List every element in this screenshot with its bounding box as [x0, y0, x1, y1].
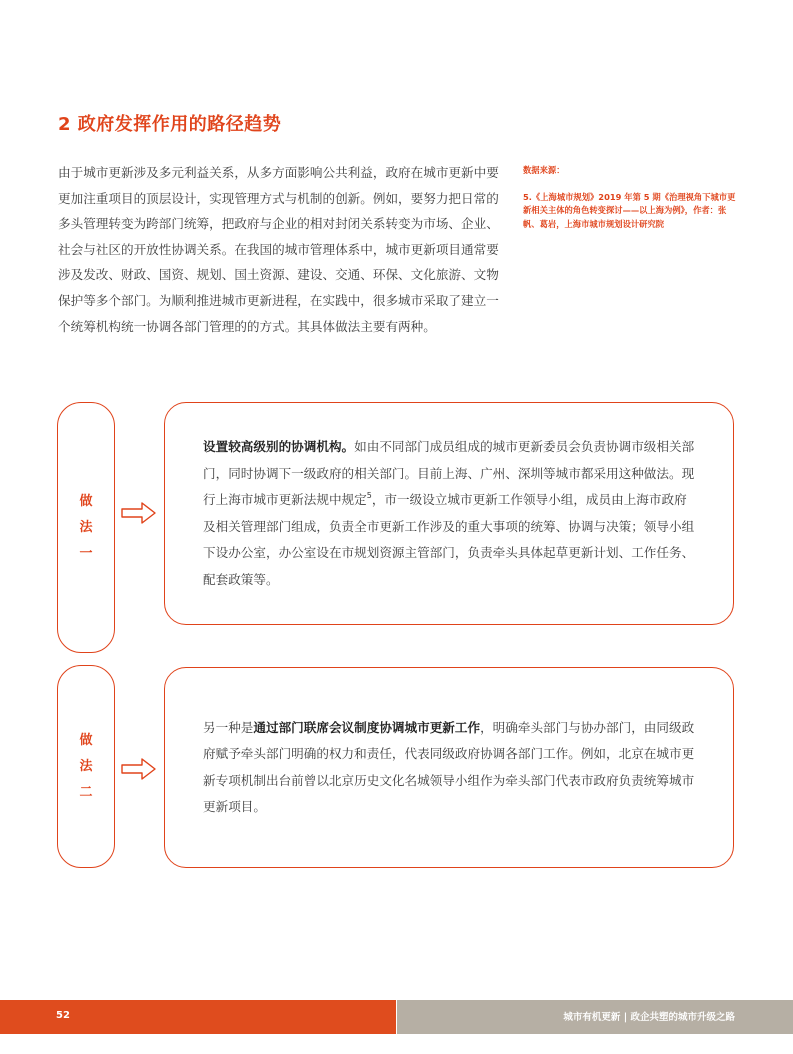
method-one-card: [164, 402, 734, 625]
method-two-card: [164, 667, 734, 868]
method-one-body-b: ，市一级设立城市更新工作领导小组，成员由上海市政府及相关管理部门组成，负责全市更新工作涉及的重大事项的统筹、协调与决策；领导小组下设办公室，办公室设在市规划资源主管部门，负责牵头具体起草更新计划、工作任务、配套政策等。: [203, 492, 695, 587]
method-two-highlight: 通过部门联席会议制度协调城市更新工作: [253, 719, 481, 735]
method-two-char-1: 做: [79, 732, 93, 748]
source-citation: 5.《上海城市规划》2019 年第 5 期《治理视角下城市更新相关主体的角色转变探讨——以上海为例》，作者：张帆、葛岩，上海市城市规划设计研究院: [523, 191, 736, 229]
method-one-text: [203, 434, 695, 593]
method-two-body: ，明确牵头部门与协办部门，由同级政府赋予牵头部门明确的权力和责任，代表同级政府协调各部门工作。例如，北京在城市更新专项机制出台前曾以北京历史文化名城领导小组作为牵头部门代表市政府负责统筹城市更新项目。: [203, 719, 695, 814]
arrow-right-icon: [120, 756, 158, 782]
footer-caption: 城市有机更新 | 政企共塑的城市升级之路: [563, 1012, 735, 1023]
footnote-ref: 5: [366, 491, 372, 500]
method-two-prefix: 另一种是: [203, 719, 254, 735]
method-two-text: [203, 715, 695, 821]
method-two-char-3: 二: [79, 784, 93, 800]
source-heading: 数据来源：: [523, 165, 565, 175]
method-one-char-2: 法: [79, 519, 93, 535]
section-title: 2 政府发挥作用的路径趋势: [58, 114, 282, 135]
method-one-body-a: 如由不同部门成员组成的城市更新委员会负责协调市级相关部门，同时协调下一级政府的相关部门。目前上海、广州、深圳等城市都采用这种做法。现行上海市城市更新法规中规定: [203, 439, 695, 507]
method-one-tab: [57, 402, 115, 653]
method-one-char-1: 做: [79, 493, 93, 509]
arrow-right-icon: [120, 500, 158, 526]
method-two-char-2: 法: [79, 758, 93, 774]
method-one-char-3: 一: [79, 545, 93, 561]
method-one-highlight: 设置较高级别的协调机构。: [203, 439, 355, 454]
page-number: 52: [56, 1010, 70, 1021]
data-source-note: [523, 164, 741, 231]
method-two-tab: [57, 665, 115, 868]
intro-paragraph: 由于城市更新涉及多元利益关系，从多方面影响公共利益，政府在城市更新中要更加注重项目的顶层设计，实现管理方式与机制的创新。例如，要努力把日常的多头管理转变为跨部门统筹，把政府与企业的相对封闭关系转变为市场、企业、社会与社区的开放性协调关系。在我国的城市管理体系中，城市更新项目通常要涉及发改、财政、国资、规划、国土资源、建设、交通、环保、文化旅游、文物保护等多个部门。为顺利推进城市更新进程，在实践中，很多城市采取了建立一个统筹机构统一协调各部门管理的的方式。其具体做法主要有两种。: [58, 165, 499, 334]
